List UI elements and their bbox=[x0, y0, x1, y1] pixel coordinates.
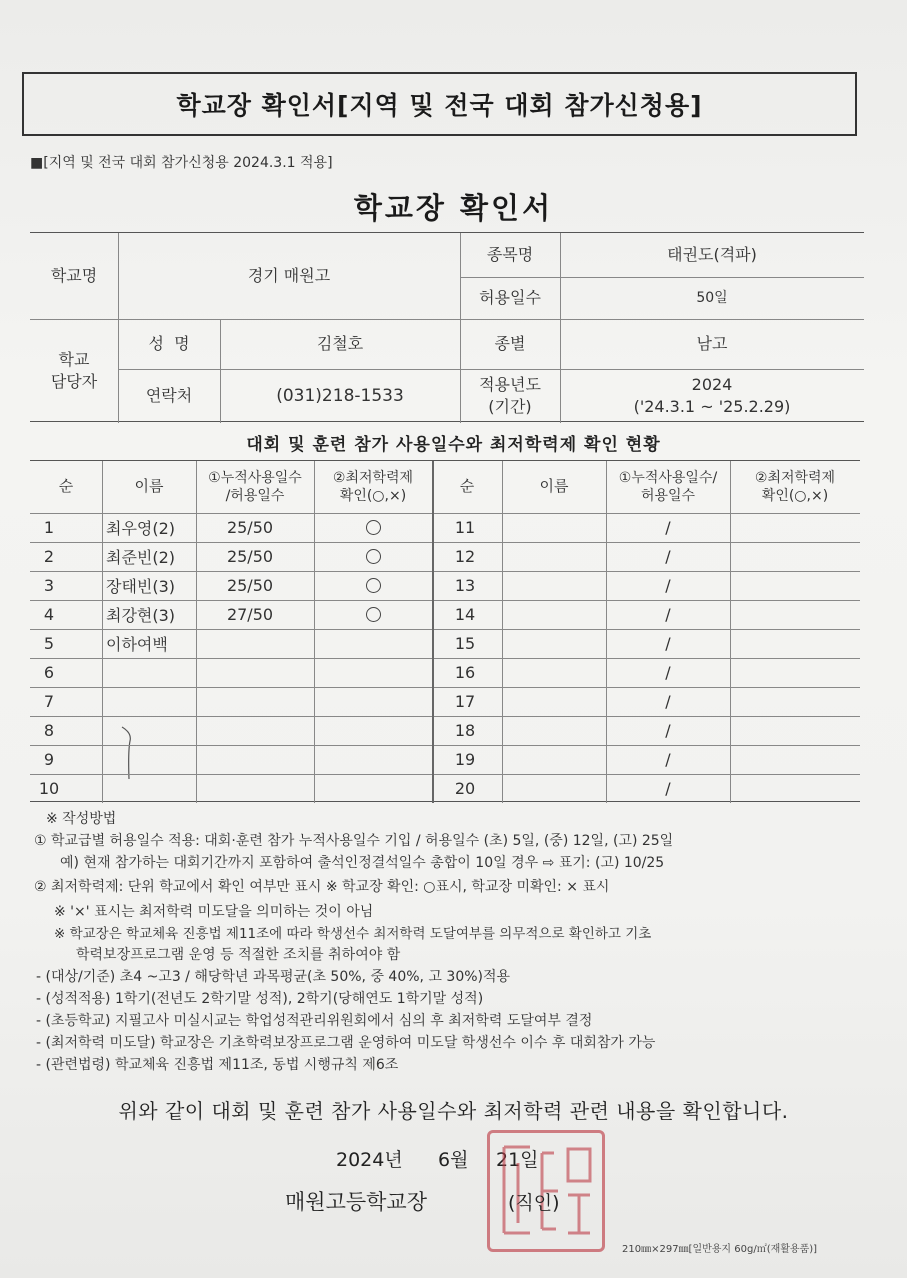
participant-name bbox=[502, 774, 606, 803]
participant-name bbox=[502, 571, 606, 600]
confirmation-statement: 위와 같이 대회 및 훈련 참가 사용일수와 최저학력 관련 내용을 확인합니다. bbox=[118, 1099, 789, 1123]
header-name-right: 이름 bbox=[539, 477, 569, 496]
row-number: 11 bbox=[454, 518, 476, 537]
used-days bbox=[196, 745, 304, 774]
note-line: - (최저학력 미도달) 학교장은 기초학력보장프로그램 운영하여 미도달 학생선수 이수 후 대회참가 가능 bbox=[36, 1035, 656, 1051]
participant-name: 장태빈(3) bbox=[106, 577, 176, 596]
row-number: 1 bbox=[43, 518, 55, 537]
school-value: 경기 매원고 bbox=[247, 266, 331, 286]
participant-name: 최준빈(2) bbox=[106, 548, 176, 567]
date-month: 6월 bbox=[438, 1149, 469, 1171]
academic-check bbox=[314, 571, 432, 600]
grid-line bbox=[102, 461, 103, 803]
used-days: / bbox=[665, 750, 671, 769]
used-days: / bbox=[665, 779, 671, 798]
allowed-days-label: 허용일수 bbox=[479, 288, 541, 308]
note-line: ① 학교급별 허용일수 적용: 대회·훈련 참가 누적사용일수 기입 / 허용일수 (초) 5일, (중) 12일, (고) 25일 bbox=[34, 833, 674, 849]
row-number: 8 bbox=[43, 721, 55, 740]
academic-check bbox=[730, 513, 860, 542]
used-days: / bbox=[665, 547, 671, 566]
note-line: 예) 현재 참가하는 대회기간까지 포함하여 출석인정결석일수 총합이 10일 경우 ⇨ 표기: (고) 10/25 bbox=[60, 855, 665, 871]
circle-mark bbox=[366, 578, 381, 593]
participant-name bbox=[106, 745, 196, 774]
academic-check bbox=[314, 542, 432, 571]
used-days bbox=[196, 629, 304, 658]
used-days: / bbox=[665, 692, 671, 711]
academic-check bbox=[314, 513, 432, 542]
used-days: / bbox=[665, 605, 671, 624]
participant-name bbox=[106, 687, 196, 716]
notes-heading: ※ 작성방법 bbox=[46, 811, 117, 827]
header-check: ②최저학력제 확인(○,×) bbox=[332, 469, 414, 504]
header-no: 순 bbox=[58, 477, 74, 496]
name-value: 김철호 bbox=[316, 334, 364, 354]
header-check-right: ②최저학력제 확인(○,×) bbox=[754, 469, 836, 504]
header-days-right: ①누적사용일수/ 허용일수 bbox=[618, 469, 718, 504]
info-table bbox=[30, 232, 864, 422]
participant-name: 최우영(2) bbox=[106, 519, 176, 538]
section-title: 대회 및 훈련 참가 사용일수와 최저학력제 확인 현황 bbox=[246, 435, 661, 455]
year-cell bbox=[560, 369, 864, 423]
participant-name bbox=[502, 658, 606, 687]
participant-table bbox=[30, 460, 860, 802]
row-number: 19 bbox=[454, 750, 476, 769]
participant-name bbox=[502, 542, 606, 571]
circle-mark bbox=[366, 607, 381, 622]
academic-check bbox=[730, 774, 860, 803]
academic-check bbox=[314, 600, 432, 629]
note-line: - (대상/기준) 초4 ~고3 / 해당학년 과목평균(초 50%, 중 40%, 고 30%)적용 bbox=[36, 969, 511, 985]
academic-check bbox=[730, 745, 860, 774]
note-line: ※ 학교장은 학교체육 진흥법 제11조에 따라 학생선수 최저학력 도달여부를 의무적으로 확인하고 기초 bbox=[54, 926, 652, 942]
participant-name bbox=[106, 658, 196, 687]
participant-name bbox=[106, 774, 196, 803]
circle-mark bbox=[366, 549, 381, 564]
row-number: 12 bbox=[454, 547, 476, 566]
used-days bbox=[196, 774, 304, 803]
page-title: 학교장 확인서 bbox=[353, 191, 554, 225]
participant-name bbox=[502, 716, 606, 745]
used-days: 25/50 bbox=[226, 518, 274, 537]
note-line: ※ '×' 표시는 최저학력 미도달을 의미하는 것이 아님 bbox=[54, 904, 374, 920]
academic-check bbox=[314, 629, 432, 658]
participant-name bbox=[502, 687, 606, 716]
header-no-right: 순 bbox=[459, 477, 475, 496]
header-days: ①누적사용일수 /허용일수 bbox=[208, 469, 302, 504]
date-year: 2024년 bbox=[336, 1149, 403, 1171]
row-number: 14 bbox=[454, 605, 476, 624]
row-number: 10 bbox=[38, 779, 60, 798]
participant-name bbox=[502, 629, 606, 658]
academic-check bbox=[730, 571, 860, 600]
year-value: 2024 bbox=[691, 375, 733, 395]
row-number: 2 bbox=[43, 547, 55, 566]
period-value: ('24.3.1 ~ '25.2.29) bbox=[633, 397, 791, 416]
used-days bbox=[196, 658, 304, 687]
academic-check bbox=[314, 774, 432, 803]
event-label: 종목명 bbox=[486, 245, 534, 265]
academic-check bbox=[730, 716, 860, 745]
event-value: 태권도(격파) bbox=[667, 245, 757, 265]
academic-check bbox=[730, 542, 860, 571]
paper-spec: 210㎜×297㎜[일반용지 60g/㎡(재활용품)] bbox=[622, 1244, 818, 1255]
school-label: 학교명 bbox=[50, 266, 98, 286]
category-value: 남고 bbox=[696, 334, 728, 354]
row-number: 6 bbox=[43, 663, 55, 682]
academic-check bbox=[730, 629, 860, 658]
header-name: 이름 bbox=[134, 477, 164, 496]
document-title: 학교장 확인서[지역 및 전국 대회 참가신청용] bbox=[176, 91, 703, 120]
participant-name bbox=[502, 600, 606, 629]
academic-check bbox=[730, 687, 860, 716]
participant-name bbox=[106, 716, 196, 745]
used-days: / bbox=[665, 634, 671, 653]
row-number: 9 bbox=[43, 750, 55, 769]
circle-mark bbox=[366, 520, 381, 535]
academic-check bbox=[314, 658, 432, 687]
row-number: 15 bbox=[454, 634, 476, 653]
category-label: 종별 bbox=[494, 334, 526, 354]
row-number: 20 bbox=[454, 779, 476, 798]
used-days: 25/50 bbox=[226, 576, 274, 595]
participant-name bbox=[502, 513, 606, 542]
date-day: 21일 bbox=[496, 1149, 539, 1171]
participant-name: 최강현(3) bbox=[106, 606, 176, 625]
note-line: - (초등학교) 지필고사 미실시교는 학업성적관리위원회에서 심의 후 최저학력 도달여부 결정 bbox=[36, 1013, 593, 1029]
used-days: 25/50 bbox=[226, 547, 274, 566]
used-days bbox=[196, 687, 304, 716]
seal-tag: (직인) bbox=[508, 1192, 560, 1214]
note-line: - (관련법령) 학교체육 진흥법 제11조, 동법 시행규칙 제6조 bbox=[36, 1057, 399, 1073]
row-number: 4 bbox=[43, 605, 55, 624]
used-days: / bbox=[665, 663, 671, 682]
used-days: 27/50 bbox=[226, 605, 274, 624]
document-title-box bbox=[22, 72, 857, 136]
application-note: ■[지역 및 전국 대회 참가신청용 2024.3.1 적용] bbox=[30, 155, 333, 171]
row-number: 13 bbox=[454, 576, 476, 595]
academic-check bbox=[314, 687, 432, 716]
used-days: / bbox=[665, 518, 671, 537]
academic-check bbox=[314, 745, 432, 774]
academic-check bbox=[730, 658, 860, 687]
used-days: / bbox=[665, 576, 671, 595]
row-number: 5 bbox=[43, 634, 55, 653]
note-line: ② 최저학력제: 단위 학교에서 확인 여부만 표시 ※ 학교장 확인: ○표시, 학교장 미확인: × 표시 bbox=[34, 879, 610, 895]
row-number: 17 bbox=[454, 692, 476, 711]
contact-value: (031)218-1533 bbox=[276, 385, 404, 406]
note-line: 학력보장프로그램 운영 등 적절한 조치를 취하여야 함 bbox=[76, 947, 401, 963]
academic-check bbox=[730, 600, 860, 629]
row-number: 16 bbox=[454, 663, 476, 682]
participant-name bbox=[502, 745, 606, 774]
academic-check bbox=[314, 716, 432, 745]
signer-title: 매원고등학교장 bbox=[285, 1190, 428, 1214]
note-line: - (성적적용) 1학기(전년도 2학기말 성적), 2학기(당해연도 1학기말 성적) bbox=[36, 991, 484, 1007]
row-number: 3 bbox=[43, 576, 55, 595]
year-label: 적용년도 (기간) bbox=[479, 375, 541, 416]
used-days bbox=[196, 716, 304, 745]
row-number: 18 bbox=[454, 721, 476, 740]
contact-label: 연락처 bbox=[145, 386, 193, 406]
allowed-days-value: 50일 bbox=[696, 289, 728, 306]
used-days: / bbox=[665, 721, 671, 740]
row-number: 7 bbox=[43, 692, 55, 711]
name-label: 성 명 bbox=[148, 334, 190, 354]
staff-label: 학교 담당자 bbox=[50, 350, 98, 391]
participant-name: 이하여백 bbox=[106, 635, 168, 654]
